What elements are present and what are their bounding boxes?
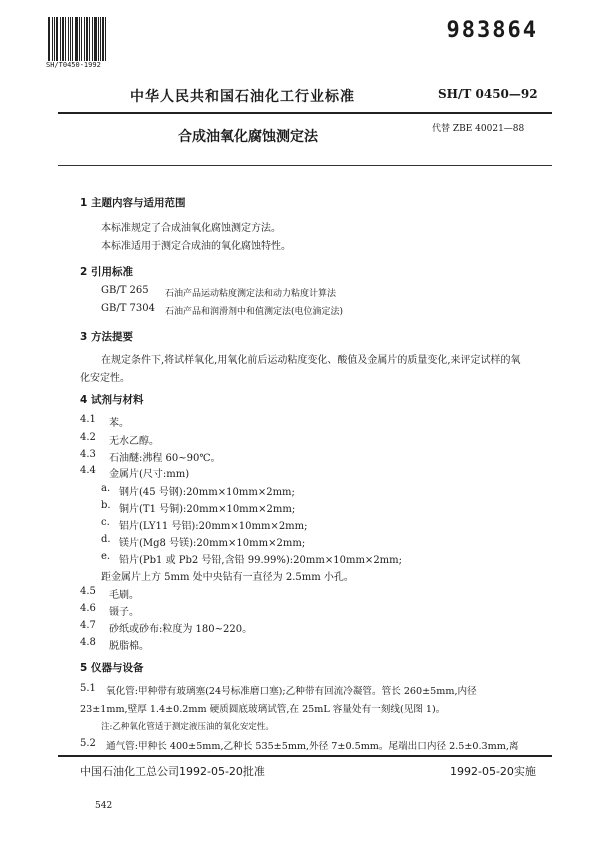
barcode-bar [75, 17, 78, 61]
section-3-line-1: 在规定条件下,将试样氧化,用氧化前后运动粘度变化、酸值及金属片的质量变化,来评定试样的氧 [101, 355, 521, 366]
item-4-5-text: 毛刷。 [109, 590, 139, 601]
effective-date: 1992-05-20实施 [450, 765, 536, 778]
header-rule [58, 112, 552, 114]
barcode-bar [56, 17, 59, 61]
section-1-line-2: 本标准适用于测定合成油的氧化腐蚀特性。 [101, 241, 291, 252]
footer-rule [58, 755, 552, 757]
section-5-heading: 5 仪器与设备 [80, 662, 144, 674]
page-number: 542 [95, 801, 113, 811]
subitem-a-text: 钢片(45 号钢):20mm×10mm×2mm; [119, 487, 295, 498]
barcode-bar [54, 17, 55, 61]
barcode-bar [86, 17, 88, 61]
item-5-1-line-2: 23±1mm,壁厚 1.4±0.2mm 硬质圆底玻璃试管,在 25mL 容量处有一刻线(见图 1)。 [80, 704, 446, 715]
page-title: 合成油氧化腐蚀测定法 [178, 129, 318, 145]
item-5-1-num: 5.1 [80, 683, 96, 694]
barcode-bar [70, 17, 72, 61]
ref-code-2: GB/T 7304 [101, 303, 156, 314]
item-4-3-text: 石油醚:沸程 60~90℃。 [109, 453, 221, 464]
subitem-d-text: 镁片(Mg8 号镁):20mm×10mm×2mm; [119, 538, 306, 549]
document-number: 983864 [446, 18, 538, 43]
item-4-6-text: 镊子。 [109, 607, 139, 618]
barcode-bar [68, 17, 69, 61]
item-4-6-num: 4.6 [80, 603, 96, 614]
barcode-bar [84, 17, 86, 61]
title-rule [58, 165, 552, 166]
item-5-2-num: 5.2 [80, 738, 96, 749]
barcode-bar [72, 17, 73, 61]
item-4-4-text: 金属片(尺寸:mm) [109, 469, 190, 480]
approval-line: 中国石油化工总公司1992-05-20批准 [80, 765, 265, 778]
item-4-1-num: 4.1 [80, 414, 96, 425]
section-3-line-2: 化安定性。 [80, 373, 130, 384]
item-4-5-num: 4.5 [80, 586, 96, 597]
barcode [48, 17, 108, 61]
item-5-1-line-1: 氧化管:甲种带有玻璃塞(24号标准磨口塞);乙种带有回流冷凝管。管长 260±5mm,内径 [106, 686, 477, 697]
item-4-8-num: 4.8 [80, 637, 96, 648]
standard-code: SH/T 0450—92 [438, 87, 538, 101]
item-4-2-num: 4.2 [80, 432, 96, 443]
section-1-heading: 1 主题内容与适用范围 [80, 197, 186, 209]
barcode-bar [60, 17, 61, 61]
ref-code-1: GB/T 265 [101, 285, 149, 296]
item-4-1-text: 苯。 [109, 418, 129, 429]
barcode-bar [100, 17, 101, 61]
section-4-heading: 4 试剂与材料 [80, 394, 144, 406]
barcode-bar [79, 17, 80, 61]
barcode-bar [92, 17, 93, 61]
subitem-d-letter: d. [101, 534, 111, 545]
item-4-7-num: 4.7 [80, 620, 96, 631]
subitem-e-letter: e. [101, 551, 111, 562]
hole-note: 距金属片上方 5mm 处中央钻有一直径为 2.5mm 小孔。 [101, 572, 354, 583]
subitem-a-letter: a. [101, 483, 111, 494]
barcode-caption: SH/T0450-1992 [46, 61, 101, 69]
org-title: 中华人民共和国石油化工行业标准 [130, 89, 355, 105]
barcode-bar [62, 17, 64, 61]
barcode-bar [48, 17, 50, 61]
barcode-bar [81, 17, 82, 61]
barcode-bar [52, 17, 53, 61]
subitem-b-text: 铜片(T1 号铜):20mm×10mm×2mm; [119, 504, 296, 515]
barcode-bar [89, 17, 90, 61]
section-1-line-1: 本标准规定了合成油氧化腐蚀测定方法。 [101, 223, 281, 234]
section-3-heading: 3 方法提要 [80, 331, 133, 343]
ref-text-1: 石油产品运动粘度测定法和动力粘度计算法 [165, 289, 337, 299]
barcode-bar [65, 17, 66, 61]
ref-text-2: 石油产品和润滑剂中和值测定法(电位滴定法) [165, 307, 344, 317]
subitem-c-text: 铝片(LY11 号铝):20mm×10mm×2mm; [119, 521, 308, 532]
barcode-bar [98, 17, 99, 61]
barcode-bar [94, 17, 97, 61]
barcode-bar [105, 17, 106, 61]
subitem-b-letter: b. [101, 500, 111, 511]
section-2-heading: 2 引用标准 [80, 266, 133, 278]
item-5-1-note: 注:乙种氧化管适于测定液压油的氧化安定性。 [101, 722, 274, 732]
item-5-2-line-1: 通气管:甲种长 400±5mm,乙种长 535±5mm,外径 7±0.5mm。尾端出口内径 2.5±0.3mm,离 [106, 741, 519, 752]
barcode-bar [102, 17, 104, 61]
subitem-e-text: 铅片(Pb1 或 Pb2 号铅,含铅 99.99%):20mm×10mm×2mm; [119, 555, 403, 566]
item-4-8-text: 脱脂棉。 [109, 641, 149, 652]
subitem-c-letter: c. [101, 517, 110, 528]
replaces-note: 代替 ZBE 40021—88 [432, 124, 525, 134]
item-4-7-text: 砂纸或砂布:粒度为 180~220。 [109, 624, 253, 635]
item-4-2-text: 无水乙醇。 [109, 436, 159, 447]
item-4-4-num: 4.4 [80, 465, 96, 476]
item-4-3-num: 4.3 [80, 449, 96, 460]
